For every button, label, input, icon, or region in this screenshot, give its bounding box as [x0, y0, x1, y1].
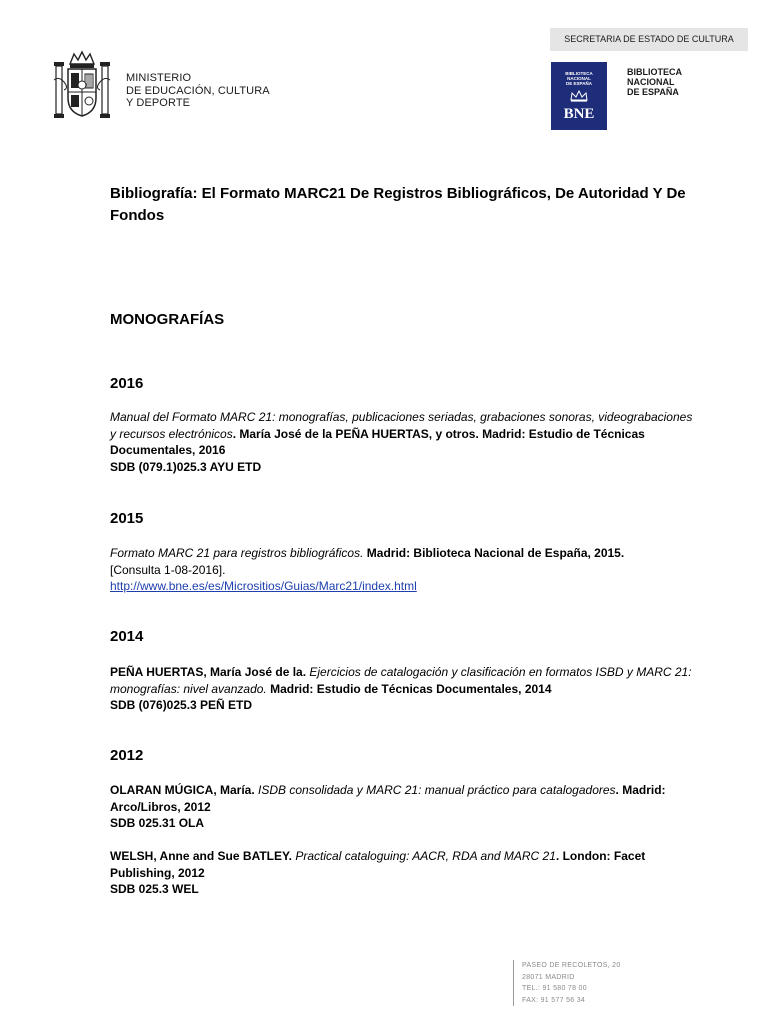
footer-line: FAX: 91 577 56 34	[522, 996, 586, 1004]
entry-signature: SDB (076)025.3 PEÑ ETD	[110, 698, 253, 712]
year-heading-2016: 2016	[110, 375, 144, 392]
ministry-name-line: DE EDUCACIÓN, CULTURA	[126, 84, 270, 97]
entry-publication: Madrid: Biblioteca Nacional de España, 2015.	[363, 546, 625, 560]
ministry-name-line: MINISTERIO	[126, 72, 192, 84]
bne-name-line: BIBLIOTECA	[627, 67, 682, 77]
entry-title: Manual del Formato MARC 21: monografías, publicaciones seriadas, grabaciones sonoras, videograbaciones y recursos electrónicos	[110, 410, 693, 441]
ministry-logo	[52, 50, 270, 122]
bibliography-entry	[110, 409, 700, 475]
entry-title: Formato MARC 21 para registros bibliográficos.	[110, 546, 364, 560]
bne-logo-line: BIBLIOTECA	[565, 71, 593, 76]
bne-logo-line: NACIONAL	[567, 76, 591, 81]
entry-publication: Madrid: Estudio de Técnicas Documentales, 2014	[266, 681, 552, 696]
entry-title: Practical cataloguing: AACR, RDA and MARC 21	[295, 849, 556, 863]
entry-link[interactable]: http://www.bne.es/es/Micrositios/Guias/Marc21/index.html	[110, 579, 417, 593]
entry-signature: SDB 025.31 OLA	[110, 816, 205, 830]
bne-name	[627, 67, 682, 97]
ministry-name-line: Y DEPORTE	[126, 97, 191, 109]
footer-line: 28071 MADRID	[522, 973, 575, 981]
bibliography-entry	[110, 664, 700, 714]
bne-logo	[551, 62, 607, 130]
ministry-name	[126, 72, 270, 110]
year-heading-2014: 2014	[110, 628, 144, 645]
section-heading-monografias: MONOGRAFÍAS	[110, 311, 225, 328]
entry-signature: SDB 025.3 WEL	[110, 882, 199, 896]
document-title: Bibliografía: El Formato MARC21 De Registros Bibliográficos, De Autoridad Y De Fondos	[110, 185, 686, 224]
entry-signature: SDB (079.1)025.3 AYU ETD	[110, 459, 262, 474]
footer-line: TEL.: 91 580 78 00	[522, 985, 587, 992]
coat-of-arms-icon	[52, 50, 112, 122]
entry-publication: . London: Facet Publishing, 2012	[110, 849, 646, 880]
bibliography-entry	[110, 848, 700, 898]
entry-author: WELSH, Anne and Sue BATLEY.	[110, 849, 296, 863]
entry-author: OLARAN MÚGICA, María.	[110, 783, 259, 797]
entry-title: ISDB consolidada y MARC 21: manual práctico para catalogadores	[258, 783, 616, 797]
entry-author: PEÑA HUERTAS, María José de la.	[110, 665, 310, 679]
bne-name-line: DE ESPAÑA	[627, 87, 679, 97]
bne-logo-acronym: BNE	[563, 106, 595, 122]
year-heading-2015: 2015	[110, 510, 144, 527]
footer-line: PASEO DE RECOLETOS, 20	[522, 962, 621, 969]
secretaria-label: SECRETARIA DE ESTADO DE CULTURA	[550, 28, 748, 51]
entry-publication: . María José de la PEÑA HUERTAS, y otros. Madrid: Estudio de Técnicas Documentales, 2016	[110, 426, 645, 457]
entry-title: Ejercicios de catalogación y clasificación en formatos ISBD y MARC 21: monografías: nivel avanzado.	[110, 665, 692, 696]
bne-logo-line: DE ESPAÑA	[566, 81, 592, 86]
bibliography-entry	[110, 545, 700, 595]
bne-name-line: NACIONAL	[627, 77, 675, 87]
entry-consulta: [Consulta 1-08-2016].	[110, 562, 226, 577]
bibliography-entry	[110, 782, 700, 832]
bne-logo-small-text	[551, 71, 607, 86]
year-heading-2012: 2012	[110, 747, 144, 764]
footer-address	[513, 960, 621, 1006]
crown-icon	[569, 90, 589, 102]
entry-publication: . Madrid: Arco/Libros, 2012	[110, 783, 666, 814]
